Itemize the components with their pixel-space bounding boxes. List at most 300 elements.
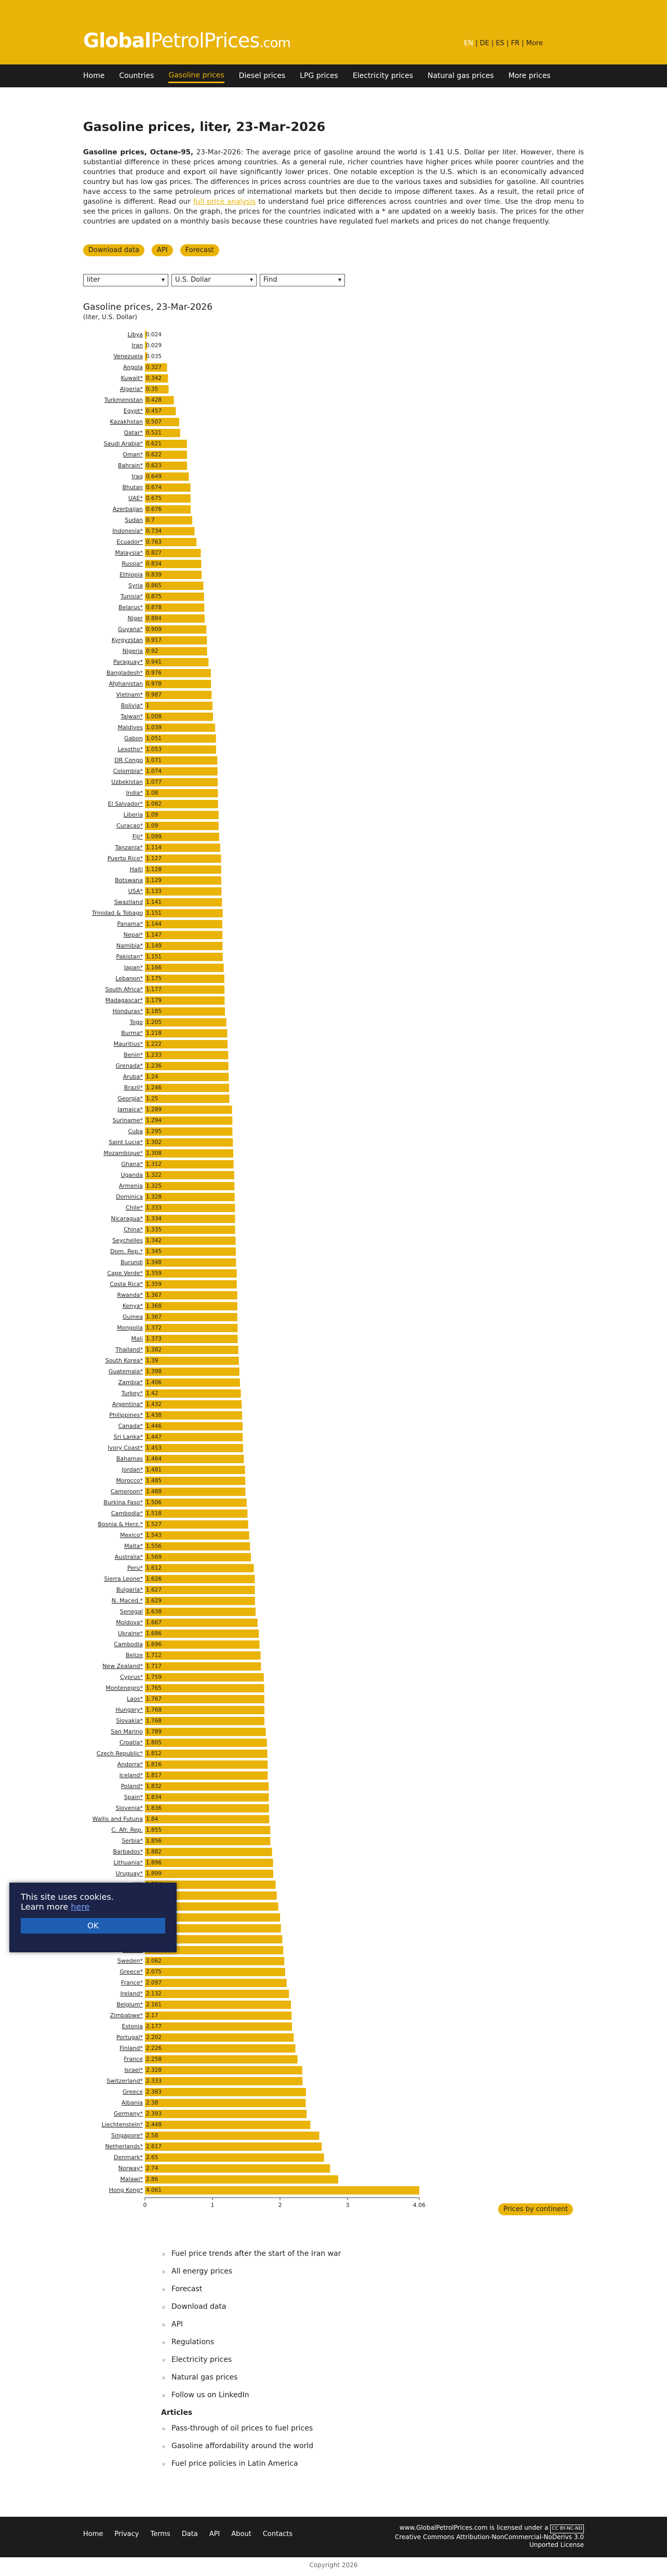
country-label[interactable]: China* — [124, 1226, 143, 1233]
country-label[interactable]: Sudan — [125, 517, 143, 523]
country-label[interactable]: Nicaragua* — [111, 1215, 143, 1222]
cookie-learn-more-link[interactable]: here — [71, 1902, 90, 1912]
price-value-label: 1.488 — [146, 1489, 162, 1495]
price-value-label: 1.359 — [146, 1270, 162, 1277]
country-label[interactable]: Pakistan* — [116, 953, 143, 960]
price-bar — [145, 1389, 241, 1398]
country-label[interactable]: Curacao* — [116, 822, 143, 829]
country-label[interactable]: Sierra Leone* — [104, 1575, 143, 1582]
cc-badge[interactable]: CC BY-NC-ND — [550, 2525, 584, 2533]
country-label[interactable]: Indonesia* — [112, 528, 143, 534]
country-label[interactable]: Slovenia* — [115, 1805, 143, 1811]
price-value-label: 1.42 — [146, 1390, 158, 1397]
price-value-label: 1.082 — [146, 801, 162, 807]
country-label[interactable]: Peru* — [127, 1565, 143, 1571]
country-label[interactable]: Ecuador* — [116, 538, 143, 545]
country-label[interactable]: Kenya* — [122, 1303, 143, 1309]
country-label[interactable]: UAE* — [128, 495, 143, 502]
country-label[interactable]: Morocco* — [116, 1477, 143, 1484]
country-label[interactable]: Bahamas — [116, 1455, 143, 1462]
price-value-label: 1.345 — [146, 1248, 162, 1255]
nav-item-4[interactable]: LPG prices — [300, 72, 338, 80]
country-label[interactable]: South Africa* — [105, 986, 143, 993]
country-label[interactable]: Mali — [131, 1335, 143, 1342]
country-label[interactable]: Belarus* — [118, 604, 143, 611]
country-label[interactable]: Rwanda* — [117, 1292, 143, 1298]
country-label[interactable]: Grenada* — [115, 1062, 143, 1069]
nav-item-2[interactable]: Gasoline prices — [168, 69, 224, 83]
price-value-label: 1.328 — [146, 1194, 162, 1200]
country-label[interactable]: Oman* — [123, 451, 143, 458]
article-link-1[interactable]: Gasoline affordability around the world — [161, 2442, 584, 2460]
country-label[interactable]: Bhutan — [122, 484, 143, 491]
country-label[interactable]: Serbia* — [122, 1837, 143, 1844]
country-label[interactable]: Uzbekistan — [111, 779, 143, 785]
price-value-label: 0.649 — [146, 474, 162, 480]
country-label[interactable]: Liechtenstein* — [101, 2121, 143, 2128]
price-value-label: 1.768 — [146, 1718, 162, 1724]
country-label[interactable]: Uruguay* — [115, 1870, 143, 1877]
price-value-label: 1.464 — [146, 1456, 162, 1462]
price-value-label: 1.759 — [146, 1674, 162, 1680]
price-bar — [145, 1826, 270, 1834]
country-label[interactable]: Singapore* — [111, 2132, 143, 2139]
price-value-label: 1.805 — [146, 1740, 162, 1746]
country-label[interactable]: Costa Rica* — [110, 1281, 143, 1287]
country-label[interactable]: Taiwan* — [121, 713, 143, 720]
language-switcher[interactable] — [464, 40, 543, 47]
price-bar — [145, 1782, 269, 1791]
country-label[interactable]: Algeria* — [119, 386, 143, 392]
footer-link-1[interactable]: Privacy — [114, 2530, 139, 2538]
country-label[interactable]: San Marino — [111, 1728, 143, 1735]
price-value-label: 0.35 — [146, 386, 158, 392]
country-label[interactable]: Mongolia — [117, 1324, 143, 1331]
country-label[interactable]: Cyprus* — [120, 1674, 143, 1680]
price-bar — [145, 1357, 239, 1365]
country-label[interactable]: Finland* — [119, 2045, 143, 2052]
price-value-label: 1.177 — [146, 987, 162, 993]
price-bar — [145, 1728, 266, 1736]
price-value-label: 2.177 — [146, 2023, 162, 2030]
price-value-label: 2.393 — [146, 2111, 162, 2117]
article-link-2[interactable]: Fuel price policies in Latin America — [161, 2460, 584, 2477]
country-label[interactable]: Greece* — [119, 1968, 143, 1975]
price-value-label: 1.765 — [146, 1685, 162, 1691]
price-value-label: 0.909 — [146, 626, 162, 633]
country-label[interactable]: Paraguay* — [113, 659, 143, 665]
country-label[interactable]: Syria — [128, 582, 143, 589]
nav-item-3[interactable]: Diesel prices — [238, 72, 286, 80]
country-label[interactable]: Dom. Rep.* — [110, 1248, 143, 1255]
country-label[interactable]: Hong Kong* — [109, 2187, 143, 2193]
price-value-label: 1.667 — [146, 1620, 162, 1626]
country-label[interactable]: Malaysia* — [115, 549, 143, 556]
license-link[interactable]: Creative Commons Attribution-NonCommercial-NoDerivs 3.0 — [395, 2533, 584, 2541]
country-label[interactable]: Portugal* — [116, 2034, 143, 2041]
price-value-label: 1.569 — [146, 1554, 162, 1560]
country-label[interactable]: Australia* — [114, 1554, 143, 1560]
price-bar — [145, 1750, 268, 1758]
related-link-6[interactable]: Electricity prices — [161, 2356, 584, 2373]
price-value-label: 2.17 — [146, 2013, 158, 2019]
country-label[interactable]: Ghana* — [121, 1161, 143, 1167]
related-link-3[interactable]: Download data — [161, 2303, 584, 2320]
country-label[interactable]: Jordan* — [122, 1466, 143, 1473]
country-label[interactable]: India* — [126, 790, 143, 796]
price-value-label: 1.612 — [146, 1565, 162, 1571]
country-label[interactable]: Mexico* — [120, 1532, 143, 1539]
country-label[interactable]: Gabon — [124, 735, 143, 742]
country-label[interactable]: Lesotho* — [117, 746, 143, 753]
country-label[interactable]: Namibia* — [116, 942, 143, 949]
country-label[interactable]: DR Congo — [114, 757, 143, 764]
country-label[interactable]: Laos* — [127, 1696, 143, 1702]
price-value-label: 1.074 — [146, 768, 162, 774]
country-label[interactable]: Denmark* — [113, 2154, 143, 2161]
price-bar — [145, 1979, 287, 1987]
country-label[interactable]: Israel* — [124, 2067, 143, 2073]
price-value-label: 1.333 — [146, 1205, 162, 1211]
price-value-label: 1.882 — [146, 1849, 162, 1855]
price-value-label: 1.453 — [146, 1445, 162, 1451]
price-value-label: 1.834 — [146, 1794, 162, 1800]
country-label[interactable]: Kyrgyzstan — [111, 637, 143, 643]
related-link-0[interactable]: Fuel price trends after the start of the Iran war — [161, 2250, 584, 2267]
country-label[interactable]: France* — [121, 1979, 143, 1986]
country-label[interactable]: Honduras* — [112, 1008, 143, 1015]
price-value-label: 1.325 — [146, 1183, 162, 1189]
country-label[interactable]: Cambodia* — [111, 1510, 143, 1517]
price-value-label: 1.368 — [146, 1303, 162, 1309]
nav-item-6[interactable]: Natural gas prices — [428, 72, 494, 80]
footer-link-4[interactable]: API — [209, 2530, 220, 2538]
country-find-select[interactable]: Find ▾ — [260, 274, 345, 286]
country-label[interactable]: Mozambique* — [103, 1150, 143, 1156]
country-label[interactable]: Netherlands* — [105, 2143, 143, 2150]
country-label[interactable]: Seychelles — [112, 1237, 143, 1244]
price-value-label: 1.447 — [146, 1434, 162, 1440]
country-label[interactable]: Bahrain* — [117, 462, 143, 469]
country-label[interactable]: Thailand* — [115, 1346, 143, 1353]
country-label[interactable]: Armenia — [118, 1182, 143, 1189]
country-label[interactable]: Bulgaria* — [116, 1586, 143, 1593]
price-value-label: 0.987 — [146, 692, 162, 698]
price-value-label: 2.161 — [146, 2002, 162, 2008]
currency-select[interactable]: U.S. Dollar ▾ — [171, 274, 257, 286]
price-value-label: 1.556 — [146, 1543, 162, 1549]
country-label[interactable]: Nepal* — [123, 931, 143, 938]
country-label[interactable]: Niger — [127, 615, 143, 622]
country-label[interactable]: Saudi Arabia* — [103, 440, 143, 447]
country-label[interactable]: Malta* — [124, 1543, 143, 1549]
country-label[interactable]: Iran — [131, 342, 143, 349]
price-value-label: 1.432 — [146, 1401, 162, 1408]
download-data-button[interactable]: Download data — [83, 244, 144, 256]
country-label[interactable]: Trinidad & Tobago — [91, 910, 143, 916]
country-label[interactable]: Saint Lucia* — [109, 1139, 143, 1146]
country-label[interactable]: Liberia — [123, 811, 143, 818]
country-label[interactable]: Aruba* — [123, 1073, 143, 1080]
country-label[interactable]: Bangladesh* — [106, 669, 143, 676]
country-label[interactable]: Burundi — [120, 1259, 143, 1266]
country-label[interactable]: Slovakia* — [116, 1717, 143, 1724]
price-value-label: 0.884 — [146, 615, 162, 622]
price-value-label: 1.768 — [146, 1707, 162, 1713]
related-links — [161, 2250, 584, 2477]
country-label[interactable]: Malawi* — [120, 2176, 143, 2183]
country-label[interactable]: Hungary* — [115, 1706, 143, 1713]
country-label[interactable]: Senegal — [119, 1608, 143, 1615]
country-label[interactable]: Argentina* — [112, 1401, 143, 1408]
country-label[interactable]: Cuba — [128, 1128, 143, 1135]
country-label[interactable]: Andorra* — [117, 1761, 143, 1768]
price-bar — [145, 1684, 264, 1692]
price-value-label: 0.621 — [146, 441, 162, 447]
country-label[interactable]: Angola — [123, 364, 143, 371]
country-label[interactable]: Switzerland* — [106, 2078, 143, 2084]
country-label[interactable]: Spain* — [124, 1794, 143, 1800]
price-value-label: 1.149 — [146, 943, 162, 949]
price-bar — [145, 2055, 298, 2064]
price-value-label: 1.053 — [146, 746, 162, 753]
country-label[interactable]: Guatemala* — [108, 1368, 143, 1375]
country-label[interactable]: Montenegro* — [105, 1685, 143, 1691]
country-label[interactable]: Cameroon* — [110, 1488, 143, 1495]
price-value-label: 1.09 — [146, 823, 158, 829]
country-label[interactable]: Nigeria — [122, 648, 143, 654]
country-label[interactable]: Czech Republic* — [96, 1750, 143, 1757]
unit-select[interactable]: liter ▾ — [83, 274, 168, 286]
country-label[interactable]: Afghanistan — [109, 680, 143, 687]
country-label[interactable]: Zimbabwe* — [110, 2012, 143, 2019]
country-label[interactable]: Turkmenistan — [104, 397, 143, 403]
price-value-label: 1.836 — [146, 1805, 162, 1811]
country-label[interactable]: Germany* — [113, 2110, 143, 2117]
price-value-label: 1.438 — [146, 1412, 162, 1418]
price-value-label: 1.696 — [146, 1641, 162, 1648]
country-label[interactable]: Togo — [129, 1019, 143, 1026]
price-value-label: 0.024 — [146, 332, 162, 338]
price-value-label: 0.865 — [146, 583, 162, 589]
related-link-7[interactable]: Natural gas prices — [161, 2373, 584, 2391]
country-label[interactable]: Lebanon* — [115, 975, 143, 982]
country-label[interactable]: Tunisia* — [120, 593, 143, 600]
country-label[interactable]: Wallis and Futuna — [92, 1816, 143, 1822]
country-label[interactable]: Burma* — [121, 1030, 143, 1036]
price-bar — [145, 2143, 322, 2151]
price-value-label: 2.65 — [146, 2154, 158, 2161]
price-value-label: 0.035 — [146, 353, 162, 360]
nav-item-0[interactable]: Home — [83, 72, 105, 80]
country-label[interactable]: Cambodia — [114, 1641, 143, 1648]
country-label[interactable]: Libya — [127, 331, 143, 338]
price-bar — [145, 1739, 267, 1747]
price-value-label: 2.062 — [146, 1958, 162, 1964]
country-label[interactable]: Egypt* — [123, 408, 143, 414]
price-bar — [145, 1859, 273, 1867]
price-value-label: 1.398 — [146, 1369, 162, 1375]
prices-by-continent-button[interactable]: Prices by continent — [498, 2203, 573, 2215]
country-label[interactable]: Bolivia* — [121, 702, 143, 709]
country-label[interactable]: Estonia — [122, 2023, 143, 2030]
country-label[interactable]: N. Maced.* — [111, 1597, 143, 1604]
country-label[interactable]: Tanzania* — [115, 844, 143, 851]
country-label[interactable]: Colombia* — [113, 768, 143, 774]
country-label[interactable]: Dominica — [116, 1193, 143, 1200]
article-link-0[interactable]: Pass-through of oil prices to fuel prices — [161, 2424, 584, 2442]
country-label[interactable]: Georgia* — [117, 1095, 143, 1102]
country-label[interactable]: Ivory Coast* — [108, 1444, 143, 1451]
country-label[interactable]: Croatia* — [119, 1739, 143, 1746]
related-link-2[interactable]: Forecast — [161, 2285, 584, 2303]
country-label[interactable]: Philippines* — [109, 1412, 143, 1418]
country-label[interactable]: Norway* — [118, 2165, 143, 2172]
related-link-8[interactable]: Follow us on LinkedIn — [161, 2391, 584, 2409]
forecast-button[interactable]: Forecast — [180, 244, 219, 256]
price-value-label: 1.008 — [146, 714, 162, 720]
price-value-label: 2.202 — [146, 2034, 162, 2041]
price-value-label: 1.899 — [146, 1871, 162, 1877]
price-bar — [145, 1760, 268, 1769]
country-label[interactable]: Uganda — [121, 1172, 143, 1178]
price-value-label: 1.308 — [146, 1150, 162, 1156]
price-value-label: 1.481 — [146, 1467, 162, 1473]
country-label[interactable]: Guyana* — [118, 626, 143, 633]
footer-link-5[interactable]: About — [231, 2530, 251, 2538]
country-label[interactable]: Azerbaijan — [112, 506, 143, 512]
site-logo[interactable]: GlobalPetrolPrices.com — [83, 29, 290, 52]
country-label[interactable]: Iraq — [131, 473, 143, 480]
price-value-label: 0.92 — [146, 648, 158, 654]
country-label[interactable]: Vietnam* — [116, 691, 143, 698]
lang-other[interactable]: | DE | ES | FR | More — [473, 40, 543, 47]
price-value-label: 1.485 — [146, 1478, 162, 1484]
price-bar — [145, 2001, 291, 2009]
country-label[interactable]: Japan* — [124, 964, 143, 971]
country-label[interactable]: Kuwait* — [121, 375, 143, 382]
nav-item-5[interactable]: Electricity prices — [352, 72, 413, 80]
country-label[interactable]: Kazakhstan — [110, 418, 143, 425]
country-label[interactable]: Turkey* — [121, 1390, 143, 1397]
country-label[interactable]: Sweden* — [117, 1957, 143, 1964]
country-label[interactable]: C. Afr. Rep. — [111, 1826, 143, 1833]
country-label[interactable]: Russia* — [122, 560, 143, 567]
country-label[interactable]: Lithuania* — [113, 1859, 143, 1866]
main-content — [83, 87, 584, 2477]
price-value-label: 0.507 — [146, 419, 162, 425]
price-value-label: 1.406 — [146, 1379, 162, 1386]
price-value-label: 0.457 — [146, 408, 162, 414]
price-value-label: 1.527 — [146, 1521, 162, 1528]
country-label[interactable]: Poland* — [121, 1783, 143, 1790]
related-link-5[interactable]: Regulations — [161, 2338, 584, 2356]
country-label[interactable]: Greece — [122, 2088, 143, 2095]
price-value-label: 1.09 — [146, 812, 158, 818]
price-bar — [145, 2066, 302, 2074]
country-label[interactable]: Iceland* — [119, 1772, 143, 1779]
price-value-label: 1.129 — [146, 877, 162, 884]
country-label[interactable]: Burkina Faso* — [103, 1499, 143, 1506]
country-label[interactable]: Sri Lanka* — [113, 1434, 143, 1440]
country-label[interactable]: Benin* — [124, 1052, 143, 1058]
price-value-label: 1.25 — [146, 1096, 158, 1102]
country-label[interactable]: South Korea* — [105, 1357, 143, 1364]
country-label[interactable]: Zambia* — [118, 1379, 143, 1386]
price-bar — [145, 1968, 285, 1976]
api-button[interactable]: API — [152, 244, 173, 256]
cookie-ok-button[interactable]: OK — [21, 1918, 165, 1934]
country-label[interactable]: El Salvador* — [108, 800, 143, 807]
price-value-label: 1.335 — [146, 1227, 162, 1233]
country-label[interactable]: Suriname* — [112, 1117, 143, 1124]
price-value-label: 0.976 — [146, 670, 162, 676]
country-label[interactable]: Ethiopia — [119, 571, 143, 578]
country-label[interactable]: Puerto Rico* — [107, 855, 143, 862]
country-label[interactable]: Panama* — [117, 921, 143, 927]
country-label[interactable]: Ukraine* — [118, 1630, 143, 1637]
price-value-label: 1.133 — [146, 888, 162, 895]
footer-link-6[interactable]: Contacts — [262, 2530, 293, 2538]
related-link-1[interactable]: All energy prices — [161, 2267, 584, 2285]
footer-link-3[interactable]: Data — [181, 2530, 198, 2538]
price-value-label: 1.39 — [146, 1358, 158, 1364]
country-label[interactable]: France — [124, 2056, 143, 2062]
country-label[interactable]: Belgium* — [116, 2001, 143, 2008]
country-label[interactable]: Maldives — [117, 724, 143, 731]
country-label[interactable]: Jamaica* — [117, 1106, 143, 1113]
x-tick-label: 1 — [210, 2202, 215, 2209]
country-label[interactable]: Mauritius* — [113, 1041, 143, 1047]
intro-text: Gasoline prices, Octane-95, 23-Mar-2026: The average price of gasoline around the world is 1.41 U.S. Dollar per liter. However, there is substantial difference in these prices among countries. As a general rule, richer countries have higher prices while poorer countries and the countries that produce and export oil have significantly lower prices. One notable exception is the U.S. which is an economically advanced country but has low gas prices. The differences in prices across countries are due to the various taxes and subsidies for gasoline. All countries have access to the same petroleum prices of international markets but then decide to impose different taxes. As a result, the retail price of gasoline is different. Read our full price analysis to understand fuel price differences across countries and over time. Use the drop menu to see the prices in gallons. On the graph, the prices for the countries indicated with a * are updated on a weekly basis. The prices for the other countries are updated on a monthly basis because these countries have regulated fuel markets and prices do not change frequently. — [83, 148, 584, 226]
country-label[interactable]: Fiji* — [132, 833, 143, 840]
country-label[interactable]: Albania — [121, 2099, 143, 2106]
footer-link-2[interactable]: Terms — [150, 2530, 170, 2538]
country-label[interactable]: USA* — [128, 888, 143, 895]
country-label[interactable]: Chile* — [125, 1204, 143, 1211]
price-value-label: 1.342 — [146, 1238, 162, 1244]
country-label[interactable]: Botswana — [115, 877, 143, 884]
price-value-label: 1.166 — [146, 965, 162, 971]
country-label[interactable]: Canada* — [118, 1423, 143, 1429]
nav-item-7[interactable]: More prices — [508, 72, 551, 80]
country-label[interactable]: Venezuela — [113, 353, 143, 360]
price-value-label: 1.236 — [146, 1063, 162, 1069]
country-label[interactable]: Haiti — [129, 866, 143, 873]
country-label[interactable]: Guinea — [122, 1313, 143, 1320]
country-label[interactable]: Barbados* — [113, 1848, 143, 1855]
price-value-label: 1.686 — [146, 1631, 162, 1637]
country-label[interactable]: Bosnia & Herz.* — [98, 1521, 143, 1528]
country-label[interactable]: Brazil* — [124, 1084, 143, 1091]
country-label[interactable]: Ireland* — [120, 1990, 143, 1997]
country-label[interactable]: Madagascar* — [105, 997, 143, 1004]
country-label[interactable]: Swaziland — [114, 899, 143, 905]
price-bar — [145, 2033, 294, 2042]
country-label[interactable]: Belize — [126, 1652, 143, 1659]
analysis-link[interactable]: full price analysis — [193, 198, 256, 206]
related-link-4[interactable]: API — [161, 2320, 584, 2338]
footer-link-0[interactable]: Home — [83, 2530, 103, 2538]
country-label[interactable]: New Zealand* — [102, 1663, 143, 1670]
country-label[interactable]: Cape Verde* — [107, 1270, 143, 1277]
lang-current[interactable]: EN — [464, 40, 473, 47]
country-label[interactable]: Moldova* — [116, 1619, 143, 1626]
price-bar — [145, 1990, 289, 1998]
country-label[interactable]: Qatar* — [124, 429, 143, 436]
price-value-label: 1.789 — [146, 1729, 162, 1735]
nav-item-1[interactable]: Countries — [119, 72, 154, 80]
